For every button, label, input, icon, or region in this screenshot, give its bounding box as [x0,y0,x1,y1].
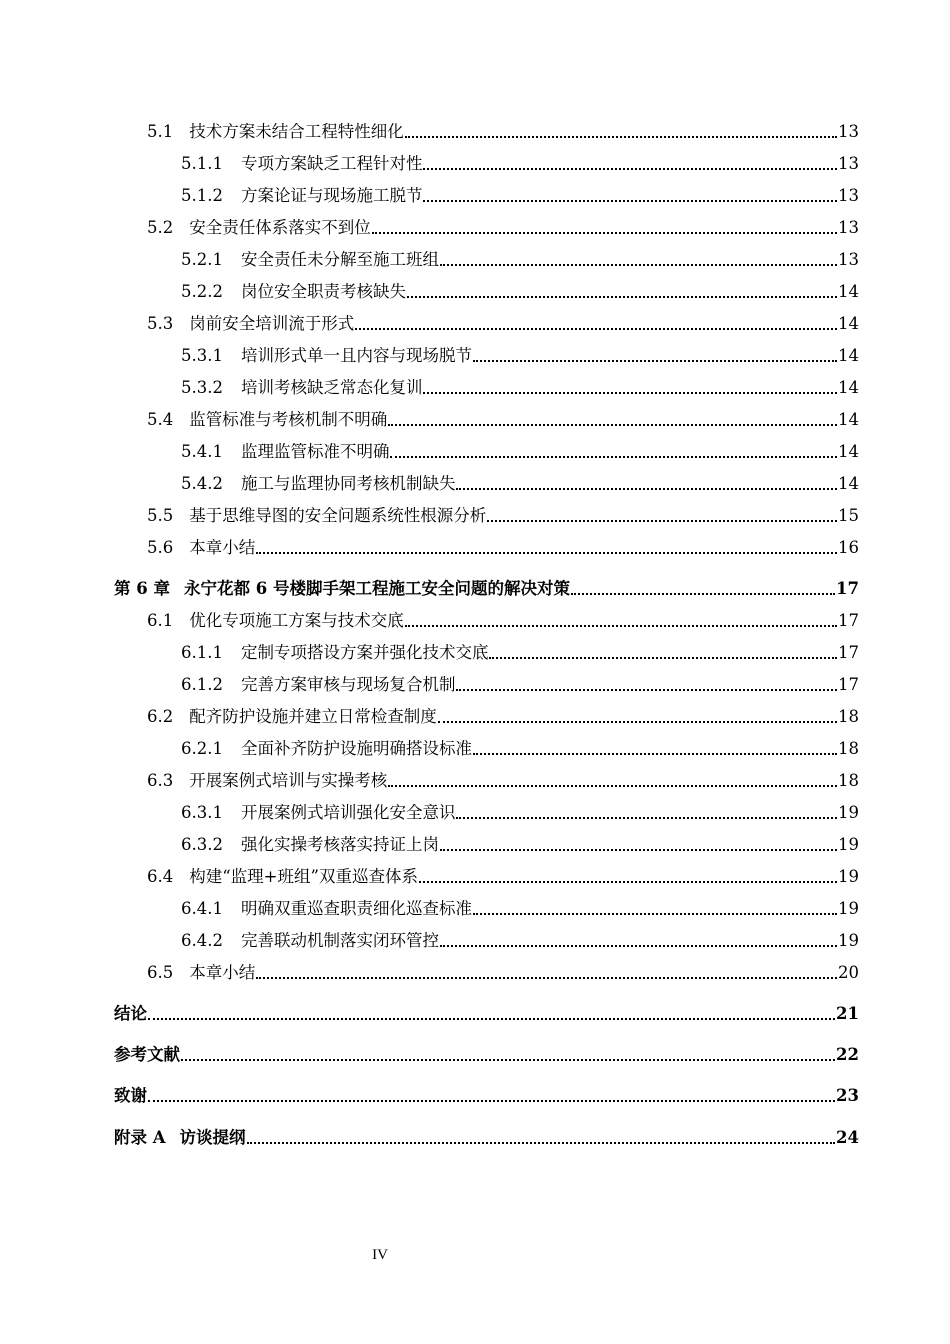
toc-entry-page: 17 [838,675,859,694]
toc-entry-number: 5.1 [147,122,174,141]
toc-entry[interactable] [147,500,859,526]
toc-entry-number: 5.3 [147,314,174,333]
toc-entry-page: 17 [838,643,859,662]
toc-entry-page: 14 [838,314,859,333]
toc-entry-number: 5.4.2 [181,474,223,493]
toc-entry-number: 6.4.2 [181,931,223,950]
toc-entry[interactable] [181,797,859,823]
toc-entry-page: 13 [838,154,859,173]
toc-entry-number: 5.1.2 [181,186,223,205]
dot-leader [181,1059,835,1061]
toc-entry-page: 15 [838,506,859,525]
toc-entry[interactable] [181,276,859,302]
toc-entry-page: 16 [838,538,859,557]
toc-entry[interactable] [181,372,859,398]
toc-entry[interactable] [147,605,859,631]
toc-entry-number: 第 6 章 [114,579,170,598]
toc-entry[interactable] [114,1039,859,1065]
toc-entry-number: 5.4.1 [181,442,223,461]
toc-entry-number: 6.1.1 [181,643,223,662]
toc-entry-title: 配齐防护设施并建立日常检查制度 [189,707,437,726]
dot-leader [256,977,837,979]
toc-entry-title: 强化实操考核落实持证上岗 [240,835,439,854]
toc-entry-page: 13 [838,122,859,141]
dot-leader [571,593,835,595]
toc-entry-number: 5.3.1 [181,346,223,365]
toc-entry-page: 19 [838,835,859,854]
dot-leader [440,264,837,266]
toc-entry-title: 安全责任未分解至施工班组 [240,250,439,269]
dot-leader [487,520,837,522]
dot-leader [390,456,837,458]
toc-entry[interactable] [147,116,859,142]
toc-entry-title: 参考文献 [114,1045,180,1064]
dot-leader [440,849,837,851]
toc-entry-title: 培训形式单一且内容与现场脱节 [240,346,472,365]
toc-entry-title: 开展案例式培训与实操考核 [189,771,388,790]
toc-entry[interactable] [147,861,859,887]
toc-entry-page: 17 [838,611,859,630]
toc-entry-title: 岗位安全职责考核缺失 [240,282,406,301]
toc-entry[interactable] [181,733,859,759]
dot-leader [419,881,837,883]
toc-entry-number: 6.1.2 [181,675,223,694]
toc-entry-page: 14 [838,410,859,429]
toc-entry-number: 6.2.1 [181,739,223,758]
toc-entry[interactable] [147,212,859,238]
toc-entry[interactable] [181,180,859,206]
toc-entry[interactable] [147,308,859,334]
toc-entry-title: 明确双重巡查职责细化巡查标准 [240,899,472,918]
toc-entry-title: 专项方案缺乏工程针对性 [240,154,423,173]
toc-entry[interactable] [147,957,859,983]
toc-entry-title: 永宁花都 6 号楼脚手架工程施工安全问题的解决对策 [183,579,570,598]
toc-entry-title: 监理监管标准不明确 [240,442,390,461]
dot-leader [148,1100,835,1102]
toc-entry-title: 方案论证与现场施工脱节 [240,186,423,205]
toc-entry-title: 全面补齐防护设施明确搭设标准 [240,739,472,758]
dot-leader [355,328,837,330]
dot-leader [456,488,837,490]
toc-entry[interactable] [181,468,859,494]
toc-entry[interactable] [181,637,859,663]
toc-entry-number: 5.1.1 [181,154,223,173]
toc-entry-title: 监管标准与考核机制不明确 [189,410,388,429]
dot-leader [405,625,837,627]
toc-entry-number: 5.2 [147,218,174,237]
toc-entry[interactable] [181,244,859,270]
toc-entry-title: 本章小结 [189,538,256,557]
toc-entry-page: 14 [838,378,859,397]
toc-entry-title: 安全责任体系落实不到位 [189,218,371,237]
toc-entry-title: 完善联动机制落实闭环管控 [240,931,439,950]
toc-entry-page: 19 [838,899,859,918]
dot-leader [473,753,837,755]
dot-leader [438,721,837,723]
toc-entry-page: 18 [838,771,859,790]
toc-entry-number: 5.2.2 [181,282,223,301]
toc-entry[interactable] [114,1080,859,1106]
toc-entry[interactable] [114,573,859,599]
toc-entry-number: 5.4 [147,410,174,429]
toc-entry[interactable] [147,765,859,791]
toc-entry-number: 5.3.2 [181,378,223,397]
dot-leader [473,360,837,362]
toc-entry-number: 6.1 [147,611,174,630]
dot-leader [407,296,837,298]
toc-entry[interactable] [181,148,859,174]
dot-leader [423,200,837,202]
toc-entry[interactable] [181,436,859,462]
toc-entry-page: 13 [838,186,859,205]
dot-leader [489,657,837,659]
toc-entry-page: 23 [836,1086,859,1105]
toc-entry-number: 5.2.1 [181,250,223,269]
dot-leader [148,1018,835,1020]
toc-entry[interactable] [147,404,859,430]
toc-entry-title: 结论 [114,1004,147,1023]
dot-leader [473,913,837,915]
toc-entry-title: 培训考核缺乏常态化复训 [240,378,423,397]
toc-entry[interactable] [114,1122,859,1148]
dot-leader [423,168,837,170]
toc-entry[interactable] [181,925,859,951]
toc-entry[interactable] [147,701,859,727]
toc-entry-page: 13 [838,250,859,269]
dot-leader [405,136,837,138]
dot-leader [456,817,837,819]
toc-entry[interactable] [181,829,859,855]
toc-entry-title: 开展案例式培训强化安全意识 [240,803,456,822]
toc-entry-number: 6.4 [147,867,174,886]
dot-leader [372,232,837,234]
dot-leader [247,1142,835,1144]
dot-leader [388,785,837,787]
toc-entry-page: 18 [838,707,859,726]
toc-entry-page: 20 [838,963,859,982]
toc-entry[interactable] [181,893,859,919]
dot-leader [440,945,837,947]
toc-entry-number: 6.2 [147,707,174,726]
toc-entry-title: 技术方案未结合工程特性细化 [189,122,404,141]
toc-entry-number: 附录 A [114,1128,166,1147]
page-number: IV [372,1247,388,1263]
toc-entry-number: 6.3.1 [181,803,223,822]
toc-entry-title: 施工与监理协同考核机制缺失 [240,474,456,493]
dot-leader [388,424,837,426]
toc-entry-page: 18 [838,739,859,758]
toc-entry-title: 基于思维导图的安全问题系统性根源分析 [189,506,487,525]
toc-entry-page: 22 [836,1045,859,1064]
toc-entry-title: 致谢 [114,1086,147,1105]
toc-entry-number: 6.5 [147,963,174,982]
toc-entry[interactable] [181,669,859,695]
toc-entry-title: 本章小结 [189,963,256,982]
toc-entry-number: 5.6 [147,538,174,557]
toc-entry-page: 14 [838,474,859,493]
toc-entry-title: 定制专项搭设方案并强化技术交底 [240,643,489,662]
toc-entry[interactable] [181,340,859,366]
toc-entry-number: 6.4.1 [181,899,223,918]
toc-entry-title: 优化专项施工方案与技术交底 [189,611,404,630]
toc-entry-page: 19 [838,803,859,822]
toc-entry-number: 6.3 [147,771,174,790]
toc-entry[interactable] [147,532,859,558]
toc-entry-title: 构建“监理+班组”双重巡查体系 [189,867,418,886]
toc-entry[interactable] [114,998,859,1024]
toc-entry-number: 5.5 [147,506,174,525]
toc-entry-page: 17 [836,579,859,598]
toc-entry-title: 完善方案审核与现场复合机制 [240,675,456,694]
dot-leader [256,552,837,554]
toc-entry-page: 19 [838,867,859,886]
toc-entry-page: 13 [838,218,859,237]
toc-entry-page: 14 [838,442,859,461]
toc-entry-title: 访谈提纲 [179,1128,246,1147]
toc-entry-title: 岗前安全培训流于形式 [189,314,355,333]
toc-entry-page: 19 [838,931,859,950]
dot-leader [456,689,837,691]
toc-entry-page: 14 [838,346,859,365]
toc-entry-page: 24 [836,1128,859,1147]
toc-entry-number: 6.3.2 [181,835,223,854]
toc-entry-page: 21 [836,1004,859,1023]
toc-entry-page: 14 [838,282,859,301]
dot-leader [423,392,837,394]
